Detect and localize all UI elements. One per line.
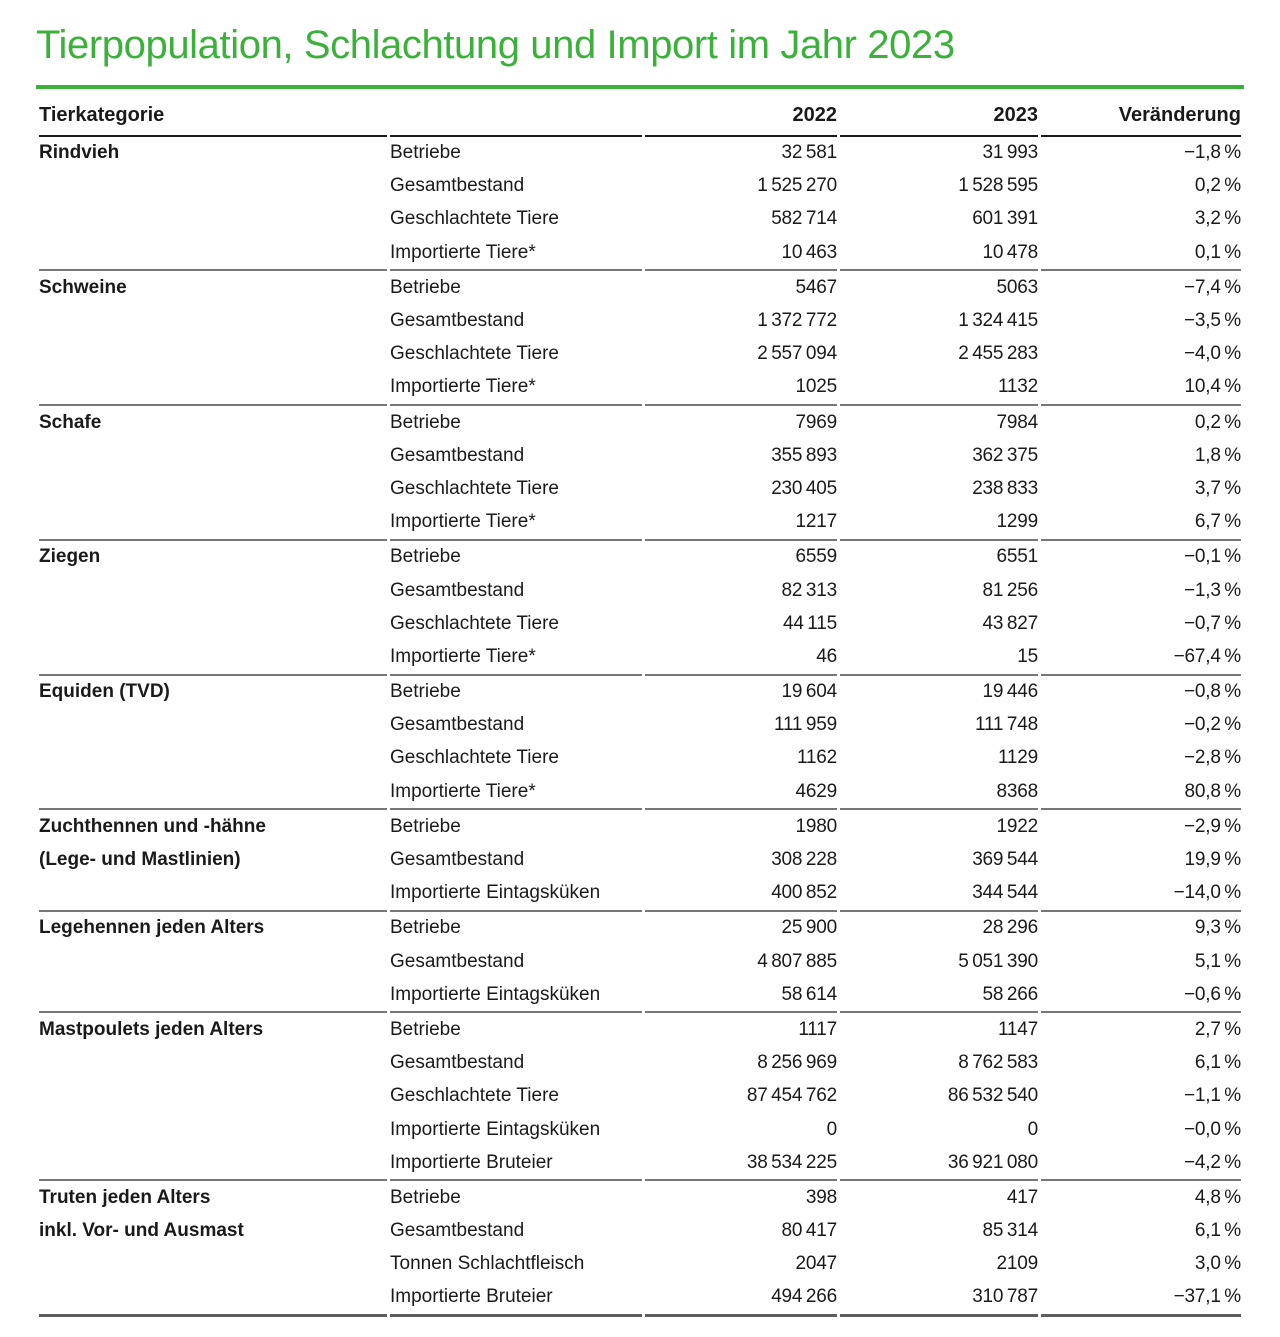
value-2023-cell: 85 314: [982, 1220, 1038, 1242]
value-2023-cell: 7984: [996, 411, 1038, 433]
value-2022-cell: 2047: [795, 1253, 837, 1275]
value-2023-cell: 2109: [996, 1253, 1038, 1275]
metric-cell: Gesamtbestand: [390, 950, 525, 972]
category-cell: [39, 506, 387, 541]
value-2022-cell: 46: [645, 640, 837, 675]
category-cell: [39, 607, 387, 640]
value-2022-cell: 80 417: [781, 1220, 837, 1242]
value-2023-cell: 238 833: [972, 477, 1038, 499]
value-2022-cell: 10 463: [645, 236, 837, 271]
value-2023-cell: 344 544: [840, 877, 1038, 912]
change-cell: 3,2 %: [1194, 208, 1241, 230]
value-2022-cell: 398: [805, 1186, 837, 1208]
value-2023-cell: 1147: [997, 1018, 1038, 1040]
value-2022-cell: 1117: [798, 1018, 837, 1040]
change-cell: 0,1 %: [1041, 236, 1241, 271]
metric-cell: Betriebe: [390, 142, 461, 164]
change-cell: 0,2 %: [1194, 411, 1241, 433]
category-cell: [39, 472, 387, 505]
table-row: [39, 978, 1241, 1013]
value-2022-cell: 38 534 225: [645, 1146, 837, 1181]
table-row: [39, 912, 1241, 945]
change-cell: −7,4 %: [1183, 276, 1241, 298]
table-row: [39, 1215, 1241, 1248]
change-cell: −37,1 %: [1041, 1281, 1241, 1317]
table-row: [39, 877, 1241, 912]
category-cell: [39, 742, 387, 775]
value-2022-cell: 7969: [795, 411, 837, 433]
category-cell: Truten jeden Alters: [39, 1186, 211, 1208]
change-cell: −4,2 %: [1041, 1146, 1241, 1181]
metric-cell: Gesamtbestand: [390, 849, 525, 871]
column-header-metric: [390, 89, 642, 137]
category-cell: [39, 1047, 387, 1080]
value-2022-cell: 44 115: [782, 612, 837, 634]
value-2022-cell: 1162: [796, 747, 837, 769]
change-cell: −1,3 %: [1183, 579, 1241, 601]
category-cell: [39, 978, 387, 1013]
table-row: [39, 742, 1241, 775]
metric-cell: Importierte Tiere*: [390, 236, 642, 271]
value-2022-cell: 2 557 094: [757, 343, 837, 365]
change-cell: 5,1 %: [1194, 950, 1241, 972]
change-cell: 6,7 %: [1041, 506, 1241, 541]
value-2023-cell: 10 478: [840, 236, 1038, 271]
change-cell: 80,8 %: [1041, 775, 1241, 810]
metric-cell: Geschlachtete Tiere: [390, 1085, 559, 1107]
change-cell: 6,1 %: [1194, 1220, 1241, 1242]
change-cell: −14,0 %: [1041, 877, 1241, 912]
value-2023-cell: 81 256: [982, 579, 1038, 601]
metric-cell: Gesamtbestand: [390, 579, 525, 601]
change-cell: 6,1 %: [1194, 1052, 1241, 1074]
change-cell: −67,4 %: [1041, 640, 1241, 675]
table-row: [39, 1047, 1241, 1080]
metric-cell: Betriebe: [390, 815, 461, 837]
metric-cell: Gesamtbestand: [390, 310, 525, 332]
category-cell: [39, 236, 387, 271]
value-2022-cell: 582 714: [771, 208, 837, 230]
value-2022-cell: 6559: [795, 546, 837, 568]
page-title: Tierpopulation, Schlachtung und Import im Jahr 2023: [36, 23, 955, 67]
category-cell: inkl. Vor- und Ausmast: [39, 1220, 244, 1242]
value-2023-cell: 19 446: [982, 681, 1038, 703]
value-2023-cell: 8368: [840, 775, 1038, 810]
change-cell: −3,5 %: [1183, 310, 1241, 332]
value-2022-cell: 1025: [645, 371, 837, 406]
metric-cell: Betriebe: [390, 681, 461, 703]
category-cell: Schafe: [39, 411, 102, 433]
change-cell: 2,7 %: [1194, 1018, 1241, 1040]
value-2022-cell: 5467: [795, 276, 837, 298]
metric-cell: Geschlachtete Tiere: [390, 612, 559, 634]
table-row: [39, 843, 1241, 876]
value-2023-cell: 417: [1006, 1186, 1038, 1208]
table-row: [39, 304, 1241, 337]
table-row: [39, 271, 1241, 304]
value-2022-cell: 4 807 885: [757, 950, 837, 972]
change-cell: 10,4 %: [1041, 371, 1241, 406]
table-row: [39, 945, 1241, 978]
table-row: [39, 406, 1241, 439]
category-cell: [39, 709, 387, 742]
table-row: [39, 1281, 1241, 1317]
value-2022-cell: 400 852: [645, 877, 837, 912]
metric-cell: Betriebe: [390, 276, 461, 298]
column-header-category: Tierkategorie: [39, 89, 387, 137]
category-cell: Schweine: [39, 276, 127, 298]
category-cell: [39, 1281, 387, 1317]
value-2023-cell: 28 296: [982, 917, 1038, 939]
value-2023-cell: 1922: [996, 815, 1038, 837]
metric-cell: Betriebe: [390, 1018, 461, 1040]
value-2022-cell: 87 454 762: [746, 1085, 837, 1107]
metric-cell: Gesamtbestand: [390, 175, 525, 197]
metric-cell: Gesamtbestand: [390, 714, 525, 736]
metric-cell: Geschlachtete Tiere: [390, 747, 559, 769]
value-2023-cell: 5063: [996, 276, 1038, 298]
metric-cell: Geschlachtete Tiere: [390, 208, 559, 230]
change-cell: −1,8 %: [1183, 142, 1241, 164]
table-row: [39, 541, 1241, 574]
value-2022-cell: 355 893: [771, 444, 837, 466]
category-cell: [39, 574, 387, 607]
change-cell: −0,0 %: [1183, 1118, 1241, 1140]
change-cell: −0,8 %: [1183, 681, 1241, 703]
value-2023-cell: 1299: [840, 506, 1038, 541]
category-cell: [39, 439, 387, 472]
category-cell: Ziegen: [39, 546, 101, 568]
value-2022-cell: 1 525 270: [757, 175, 837, 197]
table-row: [39, 371, 1241, 406]
value-2022-cell: 82 313: [781, 579, 837, 601]
metric-cell: Importierte Tiere*: [390, 506, 642, 541]
table-row: [39, 506, 1241, 541]
value-2022-cell: 1 372 772: [757, 310, 837, 332]
change-cell: −0,6 %: [1041, 978, 1241, 1013]
category-cell: Legehennen jeden Alters: [39, 917, 265, 939]
change-cell: −2,8 %: [1183, 747, 1241, 769]
table-row: [39, 810, 1241, 843]
value-2023-cell: 369 544: [972, 849, 1038, 871]
table-row: [39, 1113, 1241, 1146]
value-2023-cell: 310 787: [840, 1281, 1038, 1317]
column-header-2022: 2022: [645, 89, 837, 137]
change-cell: 3,7 %: [1194, 477, 1241, 499]
category-cell: [39, 1248, 387, 1281]
value-2023-cell: 1 324 415: [958, 310, 1038, 332]
table-row: [39, 574, 1241, 607]
metric-cell: Gesamtbestand: [390, 1052, 525, 1074]
value-2023-cell: 1132: [840, 371, 1038, 406]
value-2022-cell: 1217: [645, 506, 837, 541]
change-cell: −0,7 %: [1183, 612, 1241, 634]
table-row: [39, 1146, 1241, 1181]
value-2023-cell: 601 391: [972, 208, 1038, 230]
value-2023-cell: 36 921 080: [840, 1146, 1038, 1181]
category-cell: [39, 877, 387, 912]
table-row: [39, 439, 1241, 472]
category-cell: [39, 640, 387, 675]
column-header-change: Veränderung: [1041, 89, 1241, 137]
value-2022-cell: 8 256 969: [757, 1052, 837, 1074]
category-cell: [39, 338, 387, 371]
table-body: [39, 137, 1241, 1318]
value-2023-cell: 362 375: [972, 444, 1038, 466]
value-2023-cell: 43 827: [982, 612, 1038, 634]
metric-cell: Importierte Bruteier: [390, 1281, 642, 1317]
value-2023-cell: 1129: [997, 747, 1038, 769]
value-2022-cell: 4629: [645, 775, 837, 810]
value-2023-cell: 2 455 283: [958, 343, 1038, 365]
table-row: [39, 607, 1241, 640]
animal-statistics-table: [36, 89, 1244, 1318]
value-2022-cell: 58 614: [645, 978, 837, 1013]
metric-cell: Tonnen Schlachtfleisch: [390, 1253, 585, 1275]
value-2022-cell: 0: [826, 1118, 837, 1140]
table-row: [39, 137, 1241, 170]
value-2023-cell: 8 762 583: [958, 1052, 1038, 1074]
category-cell: [39, 1113, 387, 1146]
table-row: [39, 472, 1241, 505]
change-cell: 0,2 %: [1194, 175, 1241, 197]
metric-cell: Betriebe: [390, 1186, 461, 1208]
table-row: [39, 203, 1241, 236]
change-cell: 1,8 %: [1194, 444, 1241, 466]
table-row: [39, 640, 1241, 675]
value-2022-cell: 25 900: [781, 917, 837, 939]
value-2022-cell: 19 604: [781, 681, 837, 703]
category-cell: Rindvieh: [39, 142, 120, 164]
value-2023-cell: 86 532 540: [947, 1085, 1038, 1107]
value-2023-cell: 5 051 390: [958, 950, 1038, 972]
metric-cell: Gesamtbestand: [390, 444, 525, 466]
category-cell: [39, 1146, 387, 1181]
table-row: [39, 170, 1241, 203]
table-row: [39, 775, 1241, 810]
header-row: [39, 89, 1241, 137]
table-row: [39, 1013, 1241, 1046]
change-cell: −1,1 %: [1183, 1085, 1241, 1107]
value-2022-cell: 111 959: [774, 714, 837, 736]
change-cell: 4,8 %: [1194, 1186, 1241, 1208]
value-2022-cell: 494 266: [645, 1281, 837, 1317]
table-row: [39, 1080, 1241, 1113]
value-2023-cell: 31 993: [982, 142, 1038, 164]
value-2022-cell: 32 581: [781, 142, 837, 164]
value-2022-cell: 1980: [795, 815, 837, 837]
change-cell: 9,3 %: [1194, 917, 1241, 939]
metric-cell: Importierte Tiere*: [390, 775, 642, 810]
metric-cell: Importierte Eintagsküken: [390, 877, 642, 912]
metric-cell: Importierte Eintagsküken: [390, 978, 642, 1013]
metric-cell: Gesamtbestand: [390, 1220, 525, 1242]
category-cell: [39, 170, 387, 203]
metric-cell: Importierte Tiere*: [390, 640, 642, 675]
table-row: [39, 709, 1241, 742]
change-cell: −0,2 %: [1183, 714, 1241, 736]
value-2023-cell: 1 528 595: [958, 175, 1038, 197]
category-cell: [39, 945, 387, 978]
category-cell: [39, 775, 387, 810]
metric-cell: Importierte Tiere*: [390, 371, 642, 406]
value-2023-cell: 111 748: [975, 714, 1038, 736]
change-cell: −4,0 %: [1183, 343, 1241, 365]
table-row: [39, 1248, 1241, 1281]
value-2023-cell: 0: [1027, 1118, 1038, 1140]
value-2023-cell: 6551: [996, 546, 1038, 568]
metric-cell: Betriebe: [390, 917, 461, 939]
table-row: [39, 338, 1241, 371]
value-2022-cell: 230 405: [771, 477, 837, 499]
change-cell: −0,1 %: [1183, 546, 1241, 568]
category-cell: Equiden (TVD): [39, 681, 170, 703]
change-cell: −2,9 %: [1183, 815, 1241, 837]
metric-cell: Importierte Eintagsküken: [390, 1118, 601, 1140]
column-header-2023: 2023: [840, 89, 1038, 137]
value-2023-cell: 58 266: [840, 978, 1038, 1013]
metric-cell: Geschlachtete Tiere: [390, 477, 559, 499]
value-2022-cell: 308 228: [771, 849, 837, 871]
category-cell: [39, 371, 387, 406]
table-row: [39, 236, 1241, 271]
category-cell: [39, 304, 387, 337]
metric-cell: Importierte Bruteier: [390, 1146, 642, 1181]
category-cell: (Lege- und Mastlinien): [39, 849, 241, 871]
table-row: [39, 1181, 1241, 1214]
category-cell: [39, 1080, 387, 1113]
category-cell: [39, 203, 387, 236]
category-cell: Mastpoulets jeden Alters: [39, 1018, 264, 1040]
table-row: [39, 676, 1241, 709]
value-2023-cell: 15: [840, 640, 1038, 675]
category-cell: Zuchthennen und -hähne: [39, 815, 266, 837]
change-cell: 19,9 %: [1184, 849, 1241, 871]
metric-cell: Betriebe: [390, 546, 461, 568]
metric-cell: Betriebe: [390, 411, 461, 433]
metric-cell: Geschlachtete Tiere: [390, 343, 559, 365]
change-cell: 3,0 %: [1194, 1253, 1241, 1275]
